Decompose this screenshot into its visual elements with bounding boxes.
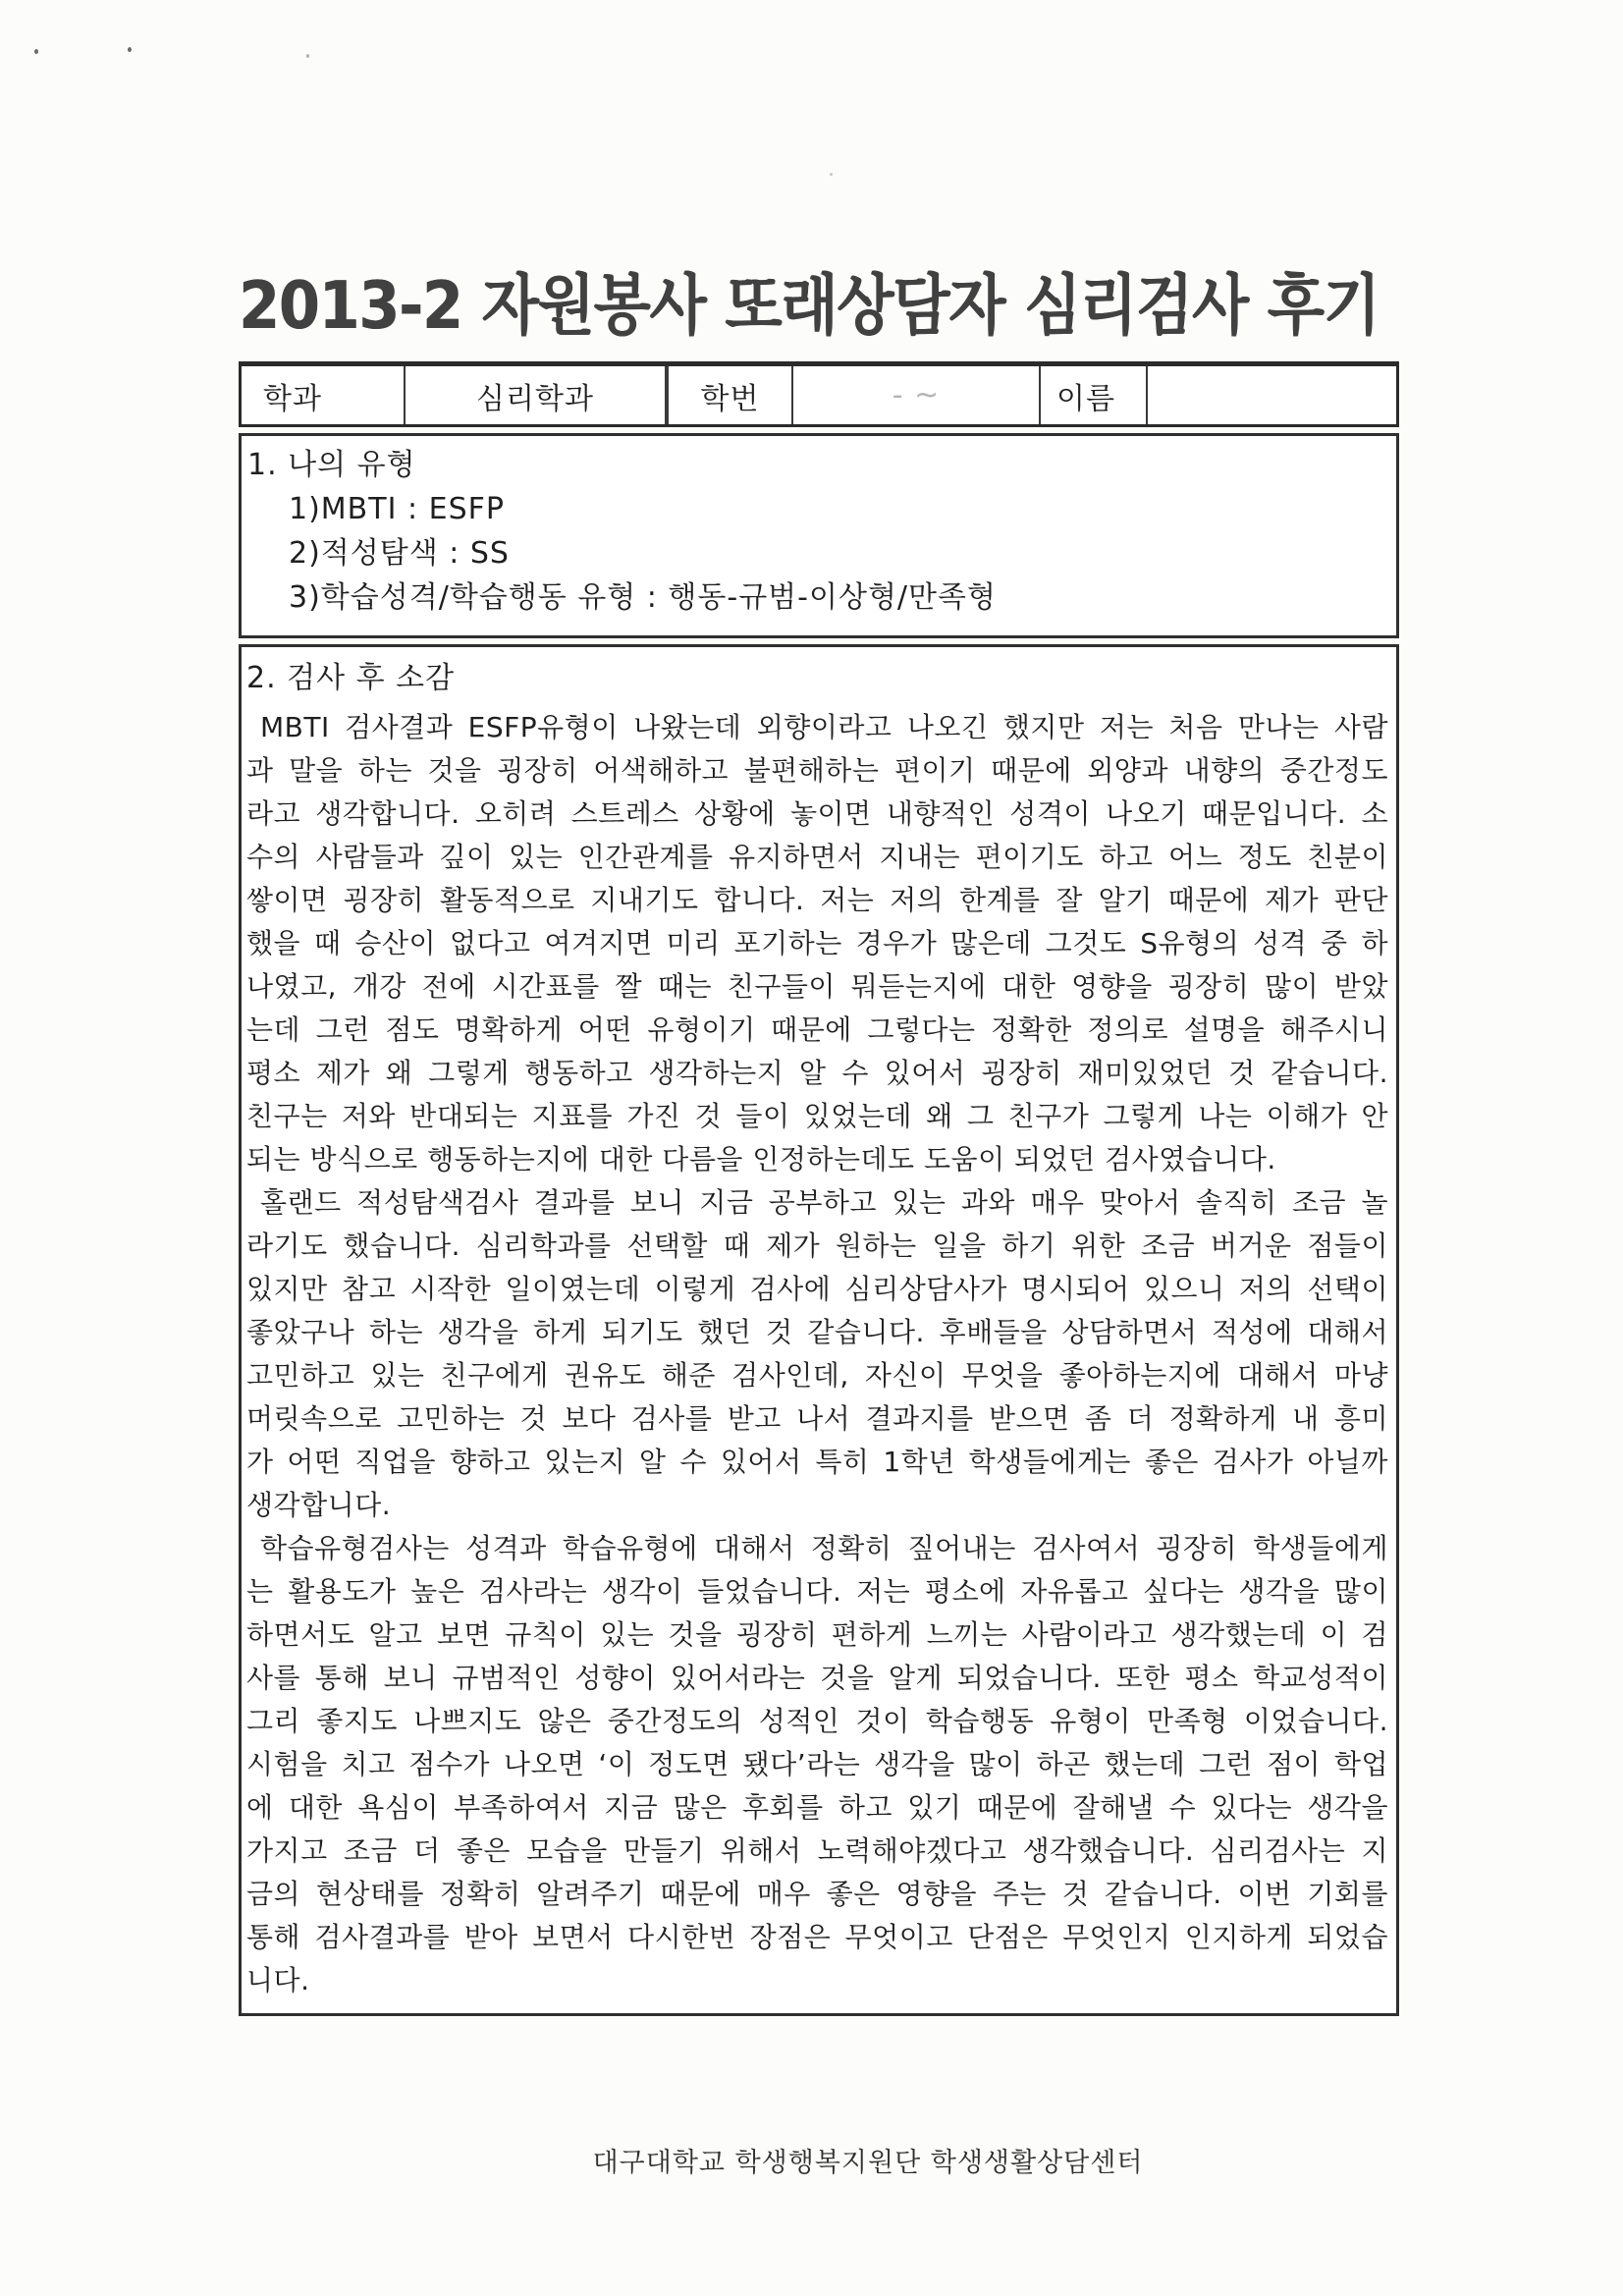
scan-noise-mark [128,47,132,52]
review-line: 사를 통해 보니 규범적인 성향이 있어서라는 것을 알게 되었습니다. 또한 평소 학교성적이 [246,1662,1388,1694]
department-value: 심리학과 [406,366,669,424]
section1-heading: 1. 나의 유형 [247,448,416,482]
department-label: 학과 [242,366,406,424]
review-line: 있지만 참고 시작한 일이였는데 이렇게 검사에 심리상담사가 명시되어 있으니 저의 선택이 [246,1273,1388,1305]
footer-org-name: 대구대학교 학생행복지원단 학생생활상담센터 [592,2148,1144,2178]
review-line: 과 말을 하는 것을 굉장히 어색해하고 불편해하는 편이기 때문에 외양과 내향의 중간정도 [246,754,1388,787]
scan-noise-mark [34,49,38,54]
review-line: 그리 좋지도 나쁘지도 않은 중간정도의 성적인 것이 학습행동 유형이 만족형 이었습니다. [246,1705,1388,1737]
aptitude-type-item: 2)적성탐색 : SS [289,536,510,571]
review-line: 홀랜드 적성탐색검사 결과를 보니 지금 공부하고 있는 과와 매우 맞아서 솔직히 조금 놀 [260,1186,1388,1219]
section2-heading: 2. 검사 후 소감 [246,661,456,695]
review-line: MBTI 검사결과 ESFP유형이 나왔는데 외향이라고 나오긴 했지만 저는 처음 만나는 사람 [260,711,1388,743]
review-line: 나였고, 개강 전에 시간표를 짤 때는 친구들이 뭐듣는지에 대한 영향을 굉장히 많이 받았 [246,970,1388,1003]
review-line: 수의 사람들과 깊이 있는 인간관계를 유지하면서 지내는 편이기도 하고 어느 정도 친분이 [246,841,1388,873]
student-info-table [239,361,1399,427]
review-line: 에 대한 욕심이 부족하여서 지금 많은 후회를 하고 있기 때문에 잘해낼 수 있다는 생각을 [246,1791,1388,1824]
review-line: 통해 검사결과를 받아 보면서 다시한번 장점은 무엇이고 단점은 무엇인지 인지하게 되었습 [246,1921,1388,1953]
review-line: 학습유형검사는 성격과 학습유형에 대해서 정확히 짚어내는 검사여서 굉장히 학생들에게 [260,1532,1388,1564]
review-line: 했을 때 승산이 없다고 여겨지면 미리 포기하는 경우가 많은데 그것도 S유형의 성격 중 하 [246,927,1388,959]
review-line: 쌓이면 굉장히 활동적으로 지내기도 합니다. 저는 저의 한계를 잘 알기 때문에 제가 판단 [246,884,1388,916]
review-line: 라고 생각합니다. 오히려 스트레스 상황에 놓이면 내향적인 성격이 나오기 때문입니다. 소 [246,797,1388,830]
document-title: 2013-2 자원봉사 또래상담자 심리검사 후기 [239,267,1380,345]
name-value [1148,366,1396,424]
review-line: 고민하고 있는 친구에게 권유도 해준 검사인데, 자신이 무엇을 좋아하는지에 대해서 마냥 [246,1359,1388,1392]
section-my-type [239,433,1399,638]
review-line: 가 어떤 직업을 향하고 있는지 알 수 있어서 특히 1학년 학생들에게는 좋은 검사가 아닐까 [246,1446,1388,1478]
learning-type-item: 3)학습성격/학습행동 유형 : 행동-규범-이상형/만족형 [289,580,997,615]
scan-noise-mark [306,54,309,58]
review-line: 금의 현상태를 정확히 알려주기 때문에 매우 좋은 영향을 주는 것 같습니다. 이번 기회를 [246,1878,1388,1910]
review-line: 좋았구나 하는 생각을 하게 되기도 했던 것 같습니다. 후배들을 상담하면서 적성에 대해서 [246,1316,1388,1348]
review-line: 평소 제가 왜 그렇게 행동하고 생각하는지 알 수 있어서 굉장히 재미있었던 것 같습니다. [246,1057,1388,1089]
review-line: 하면서도 알고 보면 규칙이 있는 것을 굉장히 편하게 느끼는 사람이라고 생각했는데 이 검 [246,1618,1388,1651]
review-line: 는데 그런 점도 명확하게 어떤 유형이기 때문에 그렇다는 정확한 정의로 설명을 해주시니 [246,1013,1388,1046]
student-id-label: 학번 [669,366,793,424]
review-line: 니다. [246,1964,310,1996]
section-review [239,644,1399,2016]
scan-noise-mark [830,173,833,176]
student-id-value: - ~ [793,366,1041,424]
review-line: 생각합니다. [246,1489,392,1521]
review-line: 가지고 조금 더 좋은 모습을 만들기 위해서 노력해야겠다고 생각했습니다. 심리검사는 지 [246,1834,1388,1867]
review-line: 는 활용도가 높은 검사라는 생각이 들었습니다. 저는 평소에 자유롭고 싶다는 생각을 많이 [246,1575,1388,1608]
review-line: 라기도 했습니다. 심리학과를 선택할 때 제가 원하는 일을 하기 위한 조금 버거운 점들이 [246,1230,1388,1262]
review-line: 되는 방식으로 행동하는지에 대한 다름을 인정하는데도 도움이 되었던 검사였습니다. [246,1143,1276,1175]
review-line: 친구는 저와 반대되는 지표를 가진 것 들이 있었는데 왜 그 친구가 그렇게 나는 이해가 안 [246,1100,1388,1132]
review-text [246,706,1388,2002]
review-line: 시험을 치고 점수가 나오면 ‘이 정도면 됐다’라는 생각을 많이 하곤 했는데 그런 점이 학업 [246,1748,1388,1780]
name-label: 이름 [1041,366,1148,424]
mbti-type-item: 1)MBTI : ESFP [289,492,505,526]
review-line: 머릿속으로 고민하는 것 보다 검사를 받고 나서 결과지를 받으면 좀 더 정확하게 내 흥미 [246,1402,1388,1435]
